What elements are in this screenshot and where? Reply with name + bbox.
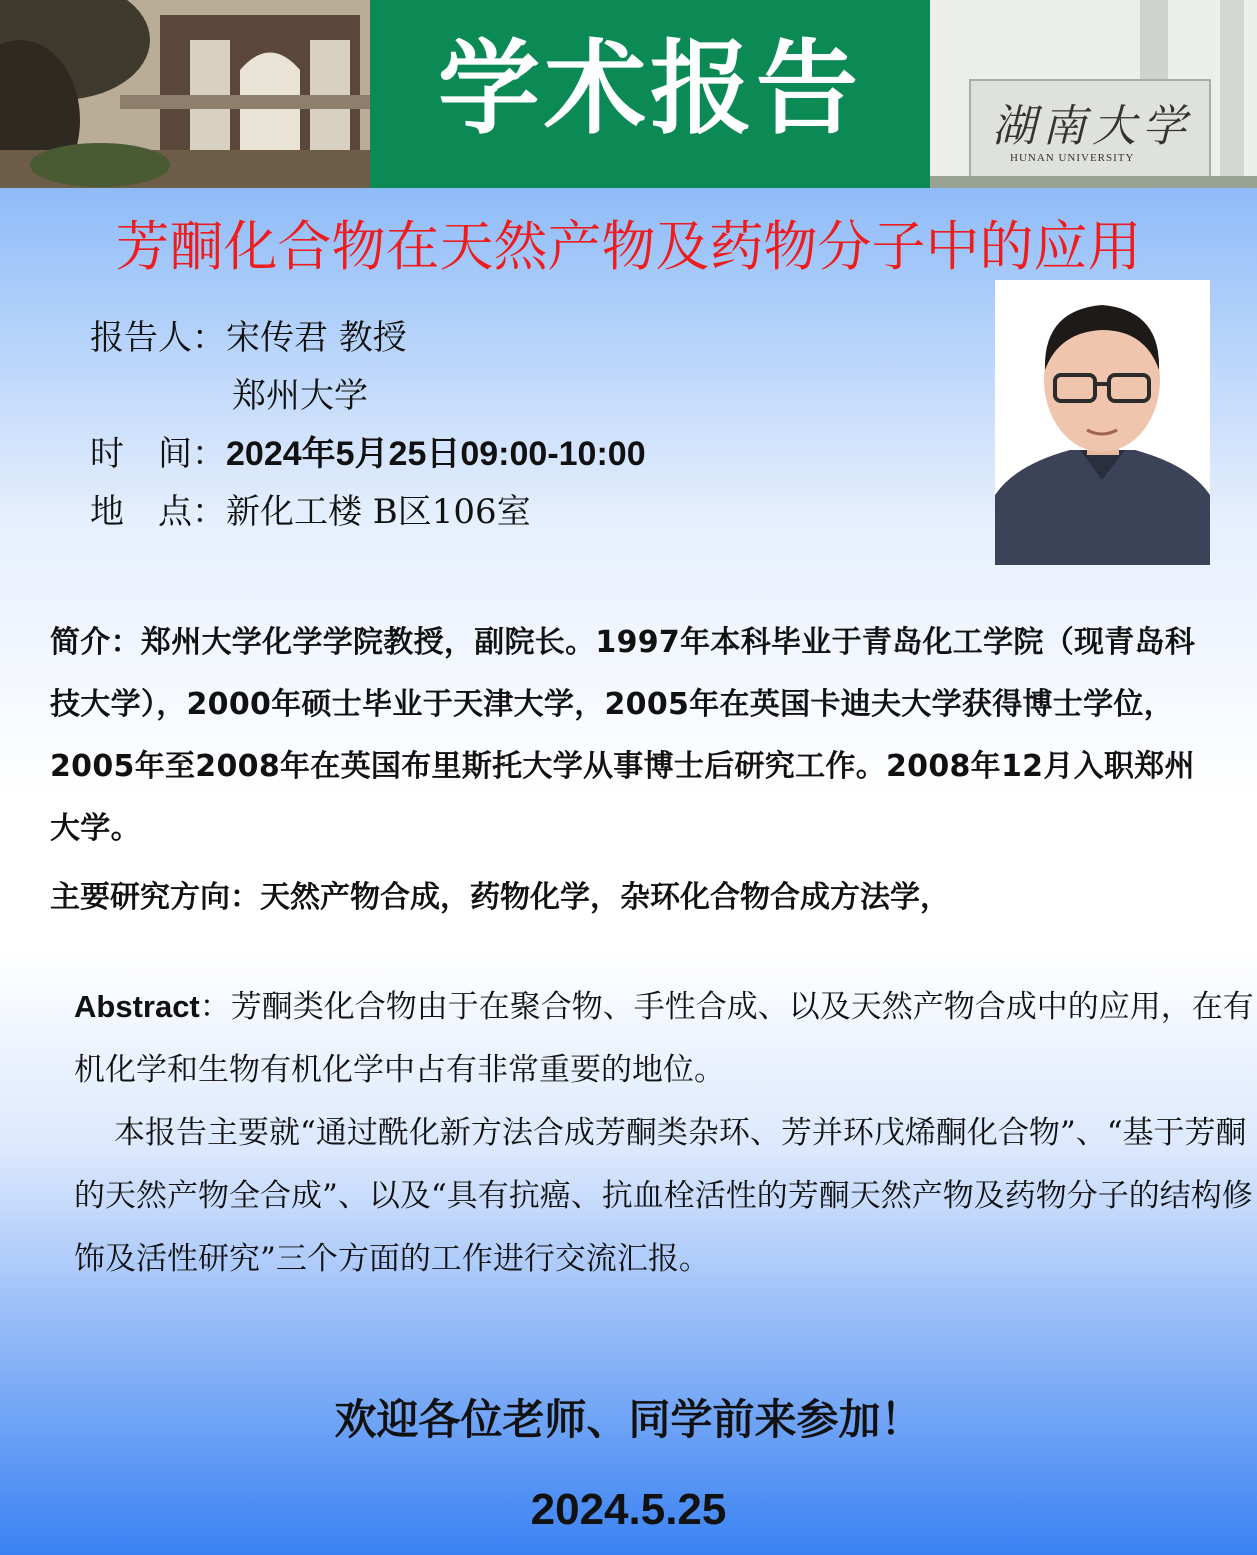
speaker-affiliation: 郑州大学	[232, 376, 368, 416]
campus-building-photo	[0, 0, 370, 188]
bio-text: 郑州大学化学学院教授，副院长。1997年本科毕业于青岛化工学院（现青岛科技大学），2000年硕士毕业于天津大学，2005年在英国卡迪夫大学获得博士学位，2005年至2008年在英国布里斯托大学从事博士后研究工作。2008年12月入职郑州大学。	[50, 625, 1196, 846]
university-gate-photo	[930, 0, 1257, 188]
bio-label: 简介：	[50, 625, 141, 660]
research-directions	[50, 868, 1200, 928]
university-calligraphy: 湖南大学	[992, 101, 1192, 152]
speaker-row	[90, 318, 407, 358]
location-row	[90, 492, 531, 532]
research-text: 天然产物合成，药物化学，杂环化合物合成方法学，	[260, 880, 950, 915]
bio-paragraph	[50, 612, 1200, 860]
portrait-image	[995, 280, 1210, 565]
research-label: 主要研究方向：	[50, 880, 260, 915]
location-value: 新化工楼 B区106室	[226, 492, 531, 532]
abstract-label: Abstract	[74, 989, 200, 1024]
header-title: 学术报告	[438, 30, 862, 149]
abstract-section	[74, 975, 1254, 1291]
time-value: 2024年5月25日09:00-10:00	[226, 435, 646, 473]
time-row	[90, 434, 646, 474]
speaker-portrait	[995, 280, 1210, 565]
abstract-text-1: ：芳酮类化合物由于在聚合物、手性合成、以及天然产物合成中的应用，在有机化学和生物有机化学中占有非常重要的地位。	[74, 989, 1254, 1088]
building-image	[0, 0, 370, 188]
header	[0, 0, 1257, 188]
abstract-paragraph-2: 本报告主要就“通过酰化新方法合成芳酮类杂环、芳并环戊烯酮化合物”、“基于芳酮的天然产物全合成”、以及“具有抗癌、抗血栓活性的芳酮天然产物及药物分子的结构修饰及活性研究”三个方面的工作进行交流汇报。	[74, 1115, 1253, 1277]
poster-date: 2024.5.25	[530, 1485, 727, 1534]
talk-title: 芳酮化合物在天然产物及药物分子中的应用	[115, 215, 1142, 278]
abstract-paragraph-1	[74, 975, 1254, 1102]
welcome-message: 欢迎各位老师、同学前来参加！	[334, 1395, 923, 1444]
time-label: 时 间：	[90, 434, 226, 474]
location-label: 地 点：	[90, 492, 226, 532]
university-english-name: HUNAN UNIVERSITY	[1010, 152, 1135, 164]
speaker-label: 报告人：	[90, 318, 226, 358]
speaker-name: 宋传君 教授	[226, 318, 407, 358]
